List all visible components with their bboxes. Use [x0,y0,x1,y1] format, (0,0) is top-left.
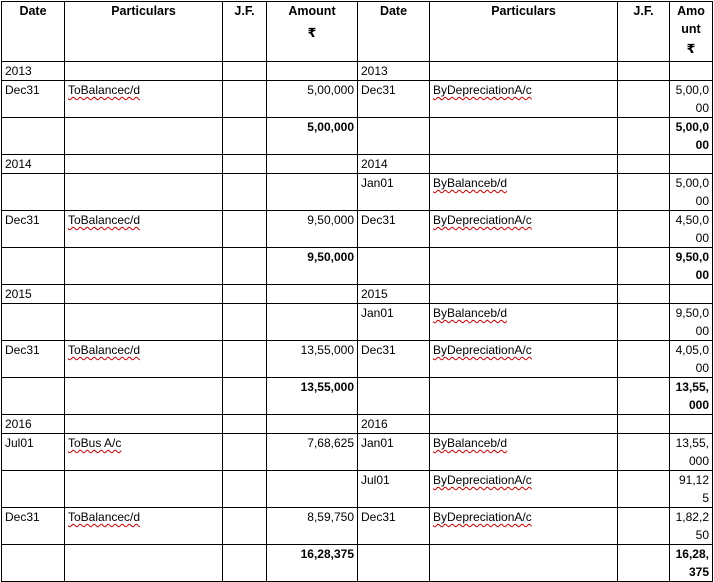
jf-cell [618,285,670,304]
particulars-text: ToBalancec/d [68,83,141,97]
amount-cell: 9,50,000 [267,248,358,285]
particulars-cell [430,211,618,248]
table-row [2,471,713,508]
date-cell: Jan01 [358,304,430,341]
header-jf-left: J.F. [223,2,267,62]
date-cell [358,545,430,582]
date-cell: Jan01 [358,434,430,471]
amount-cell: 9,50,000 [670,304,713,341]
amount-cell: 13,55,000 [267,378,358,415]
particulars-cell [430,508,618,545]
ledger-body [2,62,713,582]
amount-cell [267,415,358,434]
amount-cell: 13,55,000 [267,341,358,378]
jf-cell [223,155,267,174]
jf-cell [618,378,670,415]
date-cell: 2015 [2,285,65,304]
particulars-text: ToBalancec/d [68,343,141,357]
date-cell: 2016 [2,415,65,434]
table-row [2,545,713,582]
amount-cell [267,304,358,341]
header-amount-right [670,2,713,62]
date-cell: 2014 [2,155,65,174]
jf-cell [618,471,670,508]
table-row [2,434,713,471]
jf-cell [223,211,267,248]
particulars-cell [430,285,618,304]
particulars-cell [65,545,223,582]
header-particulars-right: Particulars [430,2,618,62]
jf-cell [223,81,267,118]
table-row [2,211,713,248]
table-row [2,62,713,81]
header-row [2,2,713,62]
particulars-text: ToBalancec/d [68,510,141,524]
amount-cell [670,285,713,304]
particulars-cell [430,471,618,508]
jf-cell [618,248,670,285]
header-jf-right: J.F. [618,2,670,62]
particulars-cell [430,118,618,155]
amount-cell: 5,00,000 [670,174,713,211]
date-cell: 2013 [2,62,65,81]
table-row [2,174,713,211]
jf-cell [223,304,267,341]
jf-cell [223,174,267,211]
amount-cell [670,415,713,434]
particulars-cell [65,415,223,434]
jf-cell [223,62,267,81]
particulars-cell [430,434,618,471]
particulars-text: ByBalanceb/d [433,436,508,450]
date-cell [358,378,430,415]
date-cell [358,118,430,155]
date-cell: Jan01 [358,174,430,211]
date-cell: Jul01 [358,471,430,508]
date-cell [2,304,65,341]
particulars-cell [65,304,223,341]
jf-cell [618,415,670,434]
date-cell: Dec31 [2,81,65,118]
jf-cell [618,545,670,582]
jf-cell [618,174,670,211]
header-amount-right-line2: unt [681,22,701,36]
date-cell: Jul01 [2,434,65,471]
particulars-cell [430,378,618,415]
date-cell [2,545,65,582]
amount-cell: 13,55,000 [670,434,713,471]
particulars-cell [430,341,618,378]
header-amount-right-currency: ₹ [686,42,696,56]
jf-cell [223,118,267,155]
amount-cell [267,285,358,304]
jf-cell [618,118,670,155]
particulars-cell [65,248,223,285]
jf-cell [618,155,670,174]
jf-cell [618,434,670,471]
particulars-cell [65,434,223,471]
amount-cell: 13,55,000 [670,378,713,415]
date-cell [2,378,65,415]
header-date-left: Date [2,2,65,62]
table-row [2,508,713,545]
header-amount-currency: ₹ [307,26,317,40]
table-row [2,248,713,285]
particulars-cell [65,155,223,174]
particulars-cell [65,211,223,248]
date-cell: Dec31 [358,81,430,118]
jf-cell [618,341,670,378]
date-cell: Dec31 [358,211,430,248]
header-date-right: Date [358,2,430,62]
particulars-text: ByDepreciationA/c [433,83,532,97]
amount-cell [670,62,713,81]
particulars-text: ToBus A/c [68,436,122,450]
particulars-cell [430,155,618,174]
table-row [2,285,713,304]
table-row [2,304,713,341]
date-cell [2,248,65,285]
date-cell [2,471,65,508]
particulars-cell [430,81,618,118]
particulars-cell [430,304,618,341]
amount-cell [267,174,358,211]
amount-cell: 16,28,375 [670,545,713,582]
particulars-text: ByDepreciationA/c [433,213,532,227]
amount-cell [267,62,358,81]
particulars-cell [65,62,223,81]
amount-cell: 4,05,000 [670,341,713,378]
table-row [2,118,713,155]
date-cell: 2013 [358,62,430,81]
particulars-cell [430,248,618,285]
particulars-text: ByDepreciationA/c [433,343,532,357]
jf-cell [223,434,267,471]
date-cell: Dec31 [2,211,65,248]
amount-cell [267,155,358,174]
particulars-cell [430,62,618,81]
ledger-table [1,1,713,582]
particulars-text: ByBalanceb/d [433,176,508,190]
amount-cell: 8,59,750 [267,508,358,545]
header-amount-label: Amount [288,4,336,18]
amount-cell: 5,00,000 [670,118,713,155]
particulars-cell [65,81,223,118]
jf-cell [223,415,267,434]
table-row [2,415,713,434]
particulars-cell [430,174,618,211]
table-row [2,155,713,174]
particulars-text: ByDepreciationA/c [433,510,532,524]
jf-cell [618,81,670,118]
particulars-text: ToBalancec/d [68,213,141,227]
header-particulars-left: Particulars [65,2,223,62]
particulars-cell [65,174,223,211]
particulars-cell [65,118,223,155]
table-row [2,341,713,378]
date-cell: 2014 [358,155,430,174]
amount-cell [267,471,358,508]
jf-cell [618,62,670,81]
date-cell [2,118,65,155]
particulars-text: ByBalanceb/d [433,306,508,320]
amount-cell [670,155,713,174]
date-cell: 2016 [358,415,430,434]
amount-cell: 9,50,000 [267,211,358,248]
amount-cell: 91,125 [670,471,713,508]
amount-cell: 4,50,000 [670,211,713,248]
date-cell [2,174,65,211]
table-row [2,81,713,118]
amount-cell: 7,68,625 [267,434,358,471]
amount-cell: 5,00,000 [670,81,713,118]
particulars-cell [65,341,223,378]
header-amount-right-line1: Amo [677,4,705,18]
jf-cell [223,378,267,415]
amount-cell: 5,00,000 [267,118,358,155]
amount-cell: 1,82,250 [670,508,713,545]
amount-cell: 9,50,000 [670,248,713,285]
jf-cell [223,341,267,378]
date-cell [358,248,430,285]
particulars-cell [430,545,618,582]
jf-cell [223,248,267,285]
jf-cell [618,508,670,545]
jf-cell [223,285,267,304]
jf-cell [223,508,267,545]
date-cell: 2015 [358,285,430,304]
jf-cell [618,304,670,341]
particulars-cell [65,471,223,508]
date-cell: Dec31 [2,508,65,545]
particulars-cell [65,378,223,415]
particulars-cell [430,415,618,434]
jf-cell [223,545,267,582]
particulars-cell [65,508,223,545]
amount-cell: 16,28,375 [267,545,358,582]
date-cell: Dec31 [358,341,430,378]
date-cell: Dec31 [2,341,65,378]
particulars-text: ByDepreciationA/c [433,473,532,487]
jf-cell [618,211,670,248]
date-cell: Dec31 [358,508,430,545]
header-amount-left [267,2,358,62]
amount-cell: 5,00,000 [267,81,358,118]
jf-cell [223,471,267,508]
table-row [2,378,713,415]
particulars-cell [65,285,223,304]
